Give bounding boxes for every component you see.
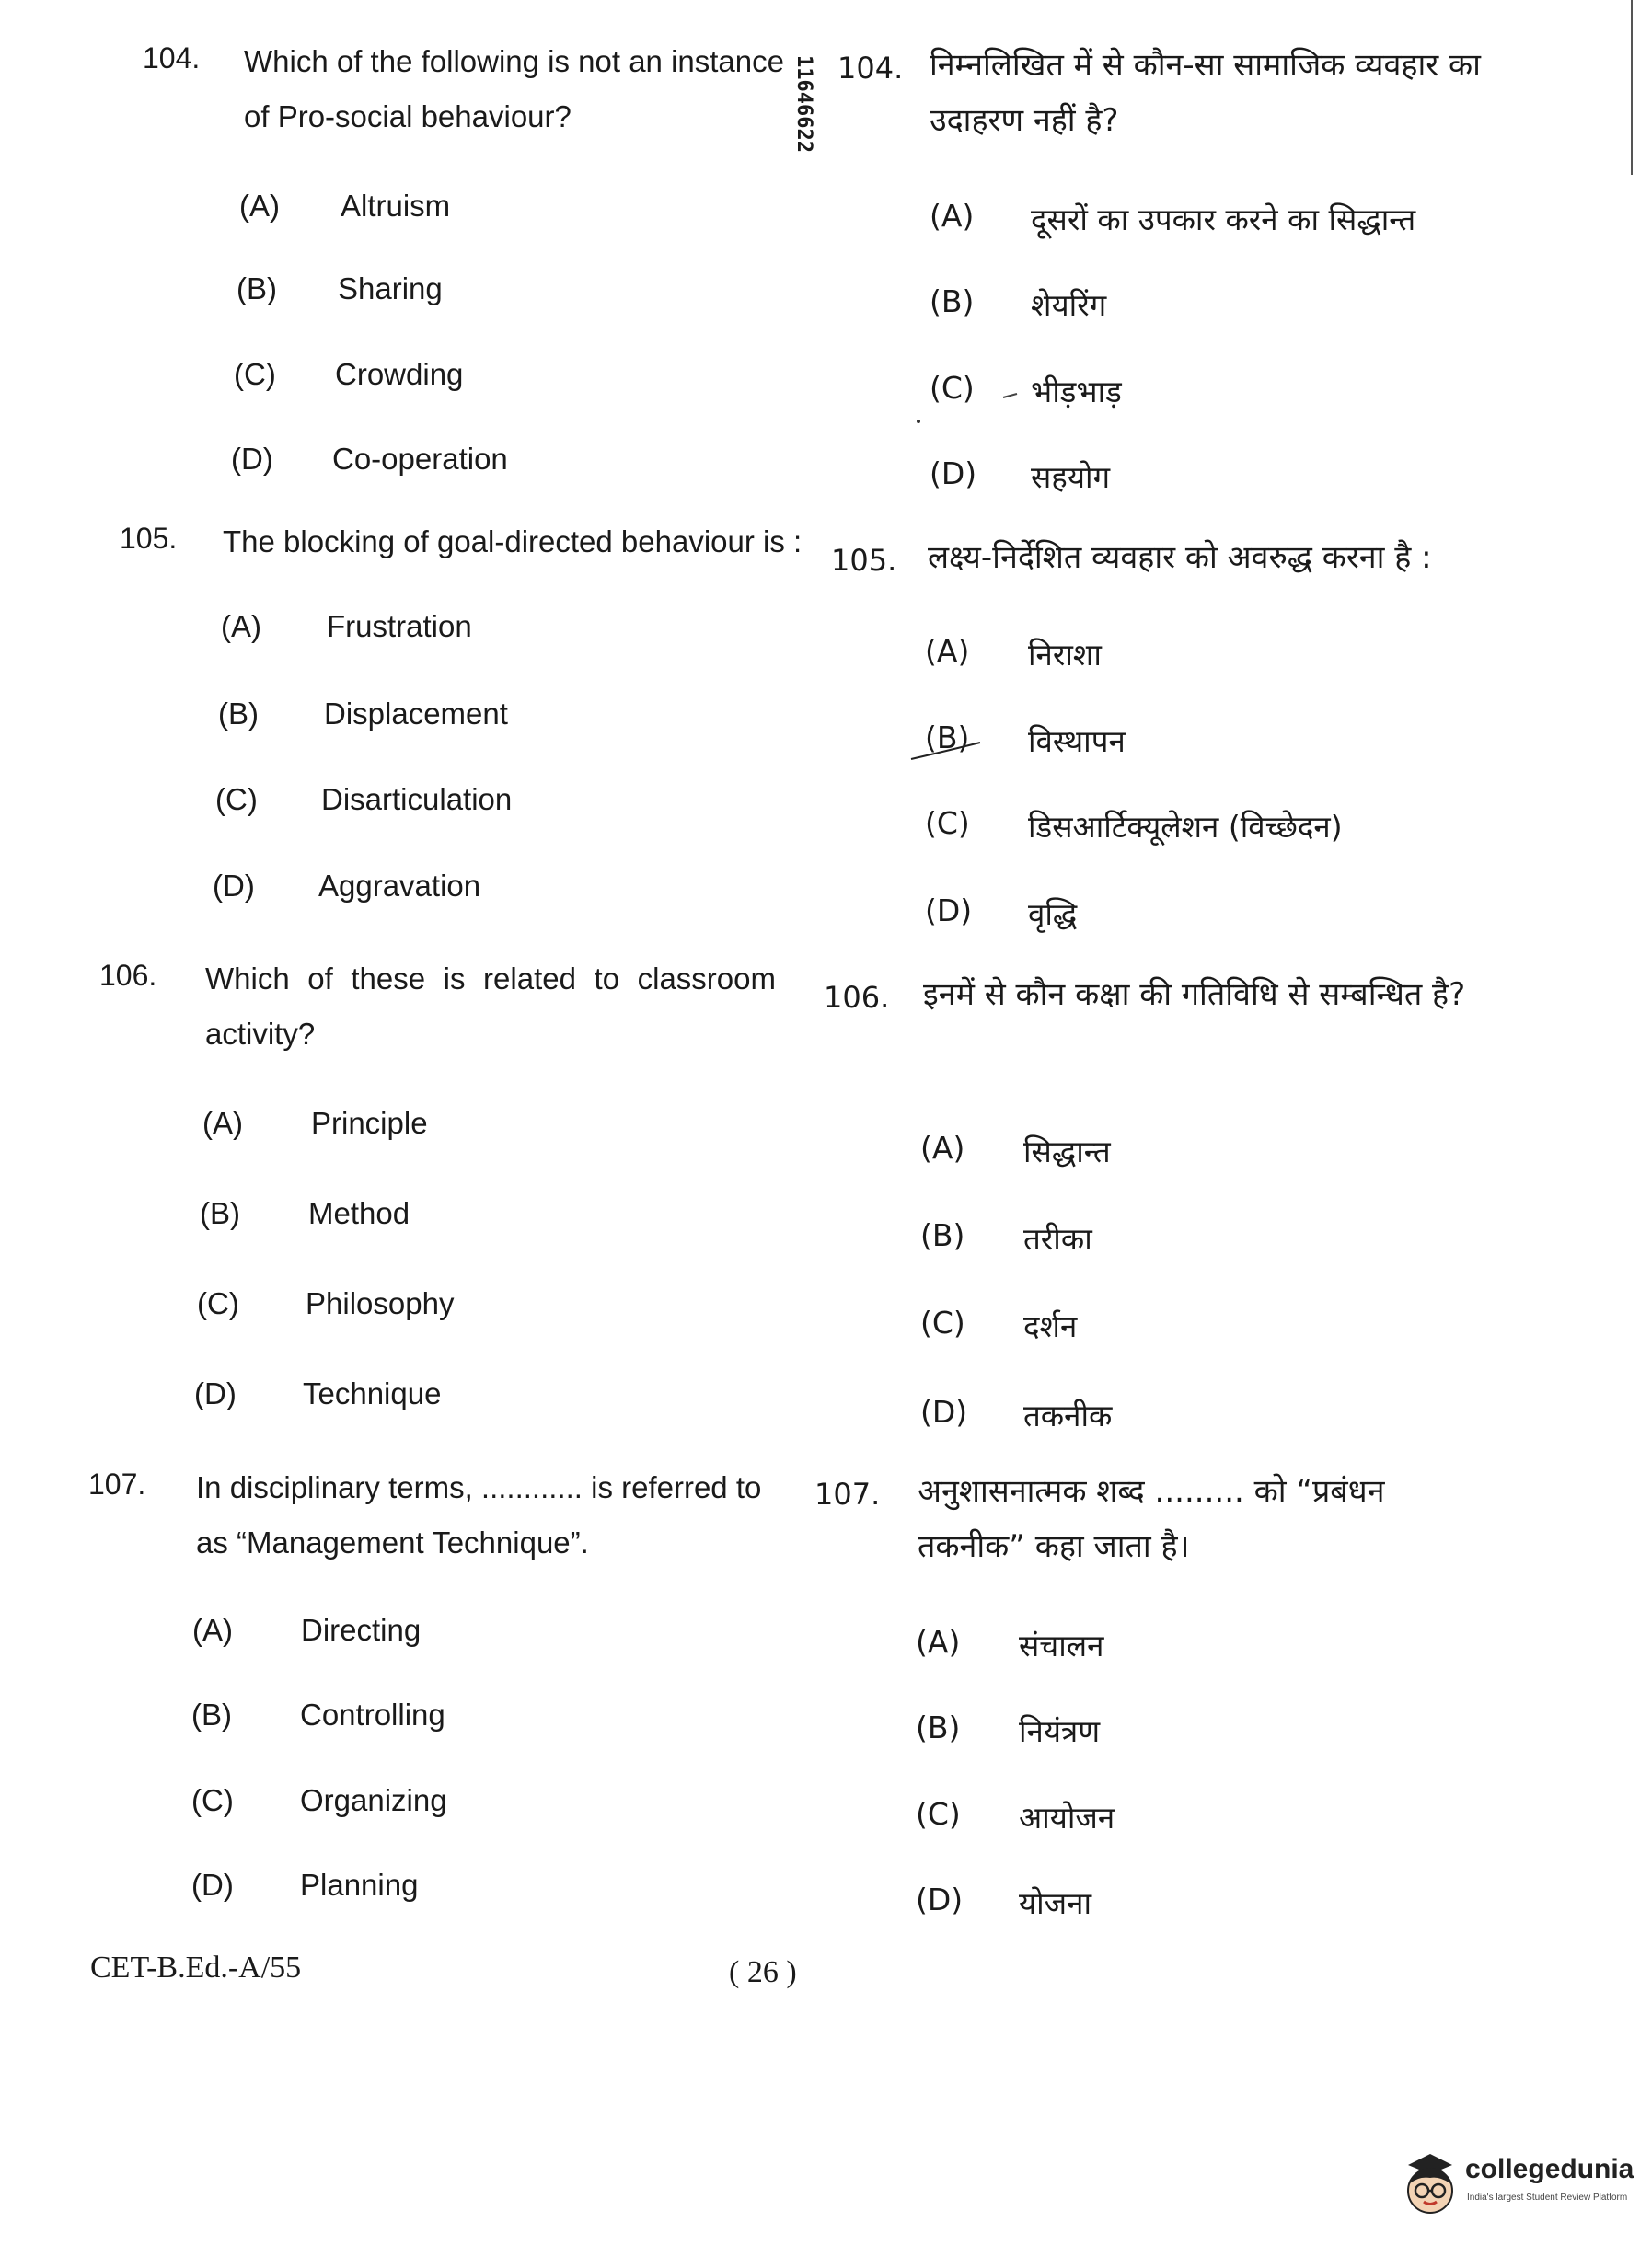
- question-number: 106.: [824, 980, 890, 1015]
- question-number: 106.: [99, 959, 157, 992]
- paper-code: CET-B.Ed.-A/55: [90, 1951, 302, 1985]
- question-number: 107.: [88, 1468, 146, 1501]
- question-text: लक्ष्य-निर्देशित व्यवहार को अवरुद्ध करना है :: [928, 539, 1432, 576]
- watermark-logo: [1399, 2139, 1634, 2231]
- question-number: 104.: [143, 41, 201, 75]
- question-text: इनमें से कौन कक्षा की गतिविधि से सम्बन्धित है?: [923, 976, 1466, 1013]
- margin-line: [1631, 0, 1633, 175]
- mascot-icon: [1399, 2148, 1461, 2222]
- pen-underline-mark: [907, 722, 989, 768]
- question-text: Which of these is related to classroom activity?: [205, 961, 776, 1051]
- question-number: 107.: [814, 1477, 881, 1512]
- question-text: The blocking of goal-directed behaviour is :: [223, 524, 803, 558]
- question-text: Which of the following is not an instance of Pro-social behaviour?: [244, 44, 784, 133]
- question-number: 105.: [831, 543, 897, 578]
- brand-name: collegedunia: [1465, 2154, 1634, 2184]
- brand-tagline: India's largest Student Review Platform: [1467, 2193, 1628, 2203]
- question-number: 105.: [120, 522, 178, 555]
- question-number: 104.: [837, 51, 904, 86]
- pen-tick-mark: [911, 377, 1040, 432]
- question-text: In disciplinary terms, ............ is referred to as “Management Technique”.: [196, 1470, 762, 1560]
- question-text: अनुशासनात्मक शब्द ......... को “प्रबंधन तकनीक” कहा जाता है।: [918, 1473, 1385, 1565]
- page-number: ( 26 ): [729, 1955, 797, 1989]
- serial-stamp: 11646622: [792, 55, 815, 153]
- question-text: निम्नलिखित में से कौन-सा सामाजिक व्यवहार का उदाहरण नहीं है?: [930, 47, 1481, 139]
